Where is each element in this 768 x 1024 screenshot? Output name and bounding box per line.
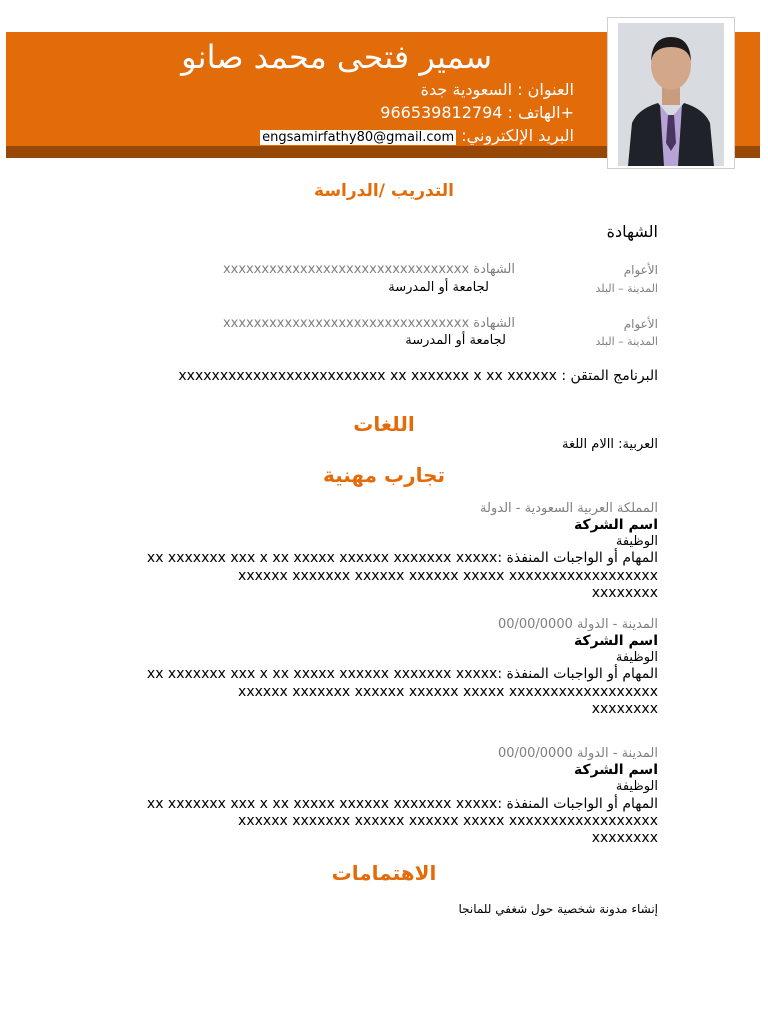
email-label: البريد الإلكتروني: [461, 126, 574, 145]
email-line [252, 126, 574, 145]
exp-task-line: المهام أو الواجبات المنفذة :xx xxxxxxx xxx x xx xxxxx xxxxxx xxxxxxx xxxxx [146, 796, 658, 812]
edu-place: المدينة – البلد [595, 335, 658, 348]
exp-task-line: xxxxxxxx [591, 585, 658, 601]
exp-task-line: xxxxxxxx [591, 830, 658, 846]
software-line: البرنامج المتقن : xxxxxxxxxxxxxxxxxxxxxxxxx xx xxxxxxx x xx xxxxxx [178, 368, 658, 384]
edu-years: الأعوام [623, 263, 658, 277]
exp-job: الوظيفة [615, 779, 658, 794]
profile-photo [618, 23, 724, 166]
email-link[interactable]: engsamirfathy80@gmail.com [262, 130, 455, 145]
languages-title: اللغات [353, 412, 415, 436]
profile-photo-frame [607, 17, 735, 169]
edu-years: الأعوام [623, 317, 658, 331]
edu-degree: الشهادة xxxxxxxxxxxxxxxxxxxxxxxxxxxxxxxx [222, 316, 515, 331]
candidate-name: سمير فتحى محمد صانو [181, 38, 492, 76]
exp-company: اسم الشركة [573, 633, 658, 649]
interests-line: إنشاء مدونة شخصية حول شغفي للمانجا [458, 902, 658, 916]
exp-location: المدينة - الدولة 00/00/0000 [497, 617, 658, 632]
person-portrait-icon [618, 23, 724, 166]
interests-title: الاهتمامات [331, 861, 437, 885]
edu-degree: الشهادة xxxxxxxxxxxxxxxxxxxxxxxxxxxxxxxx [222, 262, 515, 277]
exp-job: الوظيفة [615, 534, 658, 549]
languages-line: العربية: االام اللغة [562, 437, 658, 452]
edu-place: المدينة – البلد [595, 282, 658, 295]
edu-school: لجامعة أو المدرسة [405, 333, 506, 348]
exp-job: الوظيفة [615, 650, 658, 665]
exp-location: المدينة - الدولة 00/00/0000 [497, 746, 658, 761]
edu-school: لجامعة أو المدرسة [388, 280, 489, 295]
exp-task-line: المهام أو الواجبات المنفذة :xx xxxxxxx xxx x xx xxxxx xxxxxx xxxxxxx xxxxx [146, 550, 658, 566]
exp-task-line: المهام أو الواجبات المنفذة :xx xxxxxxx xxx x xx xxxxx xxxxxx xxxxxxx xxxxx [146, 666, 658, 682]
education-title: التدريب /الدراسة [314, 181, 454, 201]
exp-task-line: xxxxxx xxxxxxx xxxxxx xxxxxx xxxxx xxxxxxxxxxxxxxxxxx [238, 568, 658, 584]
phone-line: +الهاتف : 966539812794 [380, 103, 574, 122]
exp-location: المملكة العربية السعودية - الدولة [480, 501, 658, 516]
exp-company: اسم الشركة [573, 762, 658, 778]
exp-company: اسم الشركة [573, 517, 658, 533]
exp-task-line: xxxxxxxx [591, 701, 658, 717]
exp-task-line: xxxxxx xxxxxxx xxxxxx xxxxxx xxxxx xxxxxxxxxxxxxxxxxx [238, 684, 658, 700]
certificate-heading: الشهادة [606, 222, 658, 241]
exp-task-line: xxxxxx xxxxxxx xxxxxx xxxxxx xxxxx xxxxxxxxxxxxxxxxxx [238, 813, 658, 829]
experience-title: تجارب مهنية [322, 463, 446, 487]
address-line: العنوان : السعودية جدة [420, 80, 574, 99]
